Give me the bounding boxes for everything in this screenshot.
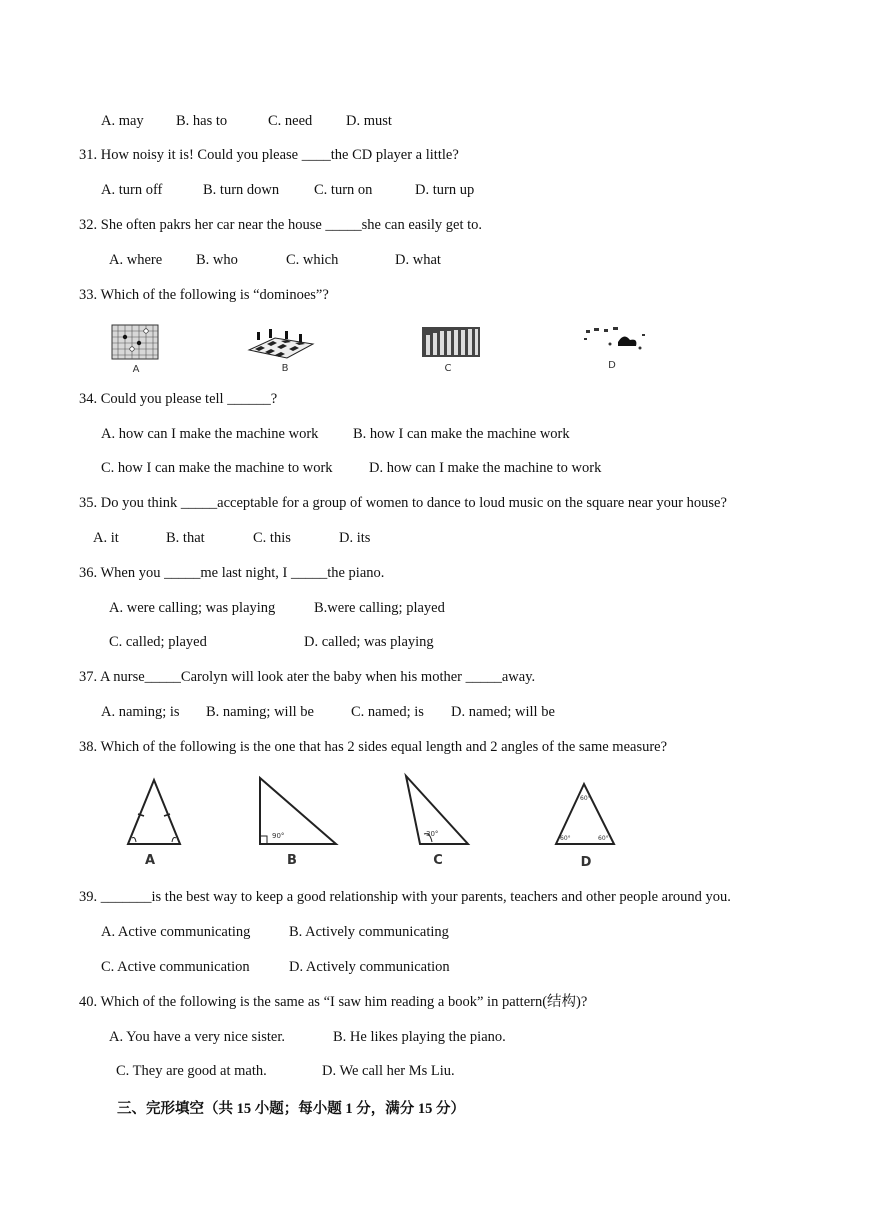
q37-option-c: C. named; is — [351, 704, 424, 720]
q40-stem: 40. Which of the following is the same as “I saw him reading a book” in pattern(结构)? — [79, 994, 588, 1010]
q34-option-c: C. how I can make the machine to work — [101, 460, 333, 476]
q30-option-b: B. has to — [176, 113, 228, 129]
q37-stem: 37. A nurse_____Carolyn will look ater the baby when his mother _____away. — [79, 669, 536, 685]
q39-option-a: A. Active communicating — [101, 924, 251, 940]
q34-option-b: B. how I can make the machine work — [353, 426, 570, 442]
q37-option-b: B. naming; will be — [206, 704, 314, 720]
q38-angle-c: 30° — [426, 830, 439, 838]
q31-option-d: D. turn up — [415, 182, 475, 198]
chess-board-image — [245, 320, 317, 376]
q30-option-d: D. must — [346, 113, 392, 129]
q36-option-d: D. called; was playing — [304, 634, 434, 650]
right-triangle-b — [252, 774, 342, 870]
q33-label-a: A — [132, 364, 140, 375]
q37-option-d: D. named; will be — [451, 704, 555, 720]
q38-angle-d-left: 60° — [560, 835, 571, 842]
q39-option-c: C. Active communication — [101, 959, 250, 975]
obtuse-triangle-c — [400, 772, 474, 870]
q35-option-a: A. it — [93, 530, 119, 546]
q31-option-a: A. turn off — [101, 182, 163, 198]
q34-option-a: A. how can I make the machine work — [101, 426, 319, 442]
q35-option-b: B. that — [166, 530, 205, 546]
go-board-image — [110, 323, 162, 375]
q38-angle-d-top: 60° — [580, 795, 591, 802]
q32-option-a: A. where — [109, 252, 163, 268]
q40-option-a: A. You have a very nice sister. — [109, 1029, 285, 1045]
q40-option-c: C. They are good at math. — [116, 1063, 267, 1079]
q32-option-c: C. which — [286, 252, 339, 268]
q38-angle-d-right: 60° — [598, 835, 609, 842]
q37-option-a: A. naming; is — [101, 704, 180, 720]
q35-option-d: D. its — [339, 530, 371, 546]
dominoes-image — [420, 325, 484, 375]
q31-option-c: C. turn on — [314, 182, 373, 198]
q36-stem: 36. When you _____me last night, I _____the piano. — [79, 565, 385, 581]
q32-option-d: D. what — [395, 252, 441, 268]
q33-label-b: B — [281, 363, 289, 374]
section-heading: 三、完形填空（共 15 小题；每小题 1 分，满分 15 分） — [117, 1101, 465, 1117]
q38-angle-b: 90° — [272, 832, 285, 840]
q40-option-b: B. He likes playing the piano. — [333, 1029, 506, 1045]
q30-option-c: C. need — [268, 113, 313, 129]
q34-stem: 34. Could you please tell ______? — [79, 391, 278, 407]
q38-label-d: D — [580, 855, 592, 870]
q35-stem: 35. Do you think _____acceptable for a group of women to dance to loud music on the square near your house? — [79, 495, 727, 511]
q33-label-c: C — [444, 363, 452, 374]
q38-stem: 38. Which of the following is the one that has 2 sides equal length and 2 angles of the same measure? — [79, 739, 668, 755]
q33-label-d: D — [608, 360, 616, 371]
q36-option-a: A. were calling; was playing — [109, 600, 276, 616]
q38-label-b: B — [287, 853, 297, 868]
q33-stem: 33. Which of the following is “dominoes”? — [79, 287, 329, 303]
q36-option-b: B.were calling; played — [314, 600, 445, 616]
q34-option-d: D. how can I make the machine to work — [369, 460, 602, 476]
q39-option-b: B. Actively communicating — [289, 924, 449, 940]
q31-stem: 31. How noisy it is! Could you please ____the CD player a little? — [79, 147, 459, 163]
q32-stem: 32. She often pakrs her car near the house _____she can easily get to. — [79, 217, 483, 233]
q39-option-d: D. Actively communication — [289, 959, 450, 975]
q32-option-b: B. who — [196, 252, 238, 268]
q39-stem: 39. _______is the best way to keep a good relationship with your parents, teachers and other people around you. — [79, 889, 731, 905]
scattered-pieces-image — [580, 320, 650, 374]
q30-option-a: A. may — [101, 113, 144, 129]
q38-label-c: C — [433, 853, 443, 868]
q40-option-d: D. We call her Ms Liu. — [322, 1063, 455, 1079]
q31-option-b: B. turn down — [203, 182, 280, 198]
q35-option-c: C. this — [253, 530, 291, 546]
q38-label-a: A — [144, 853, 156, 868]
q36-option-c: C. called; played — [109, 634, 207, 650]
equilateral-triangle-d — [550, 780, 622, 870]
isosceles-triangle-a — [122, 776, 186, 870]
